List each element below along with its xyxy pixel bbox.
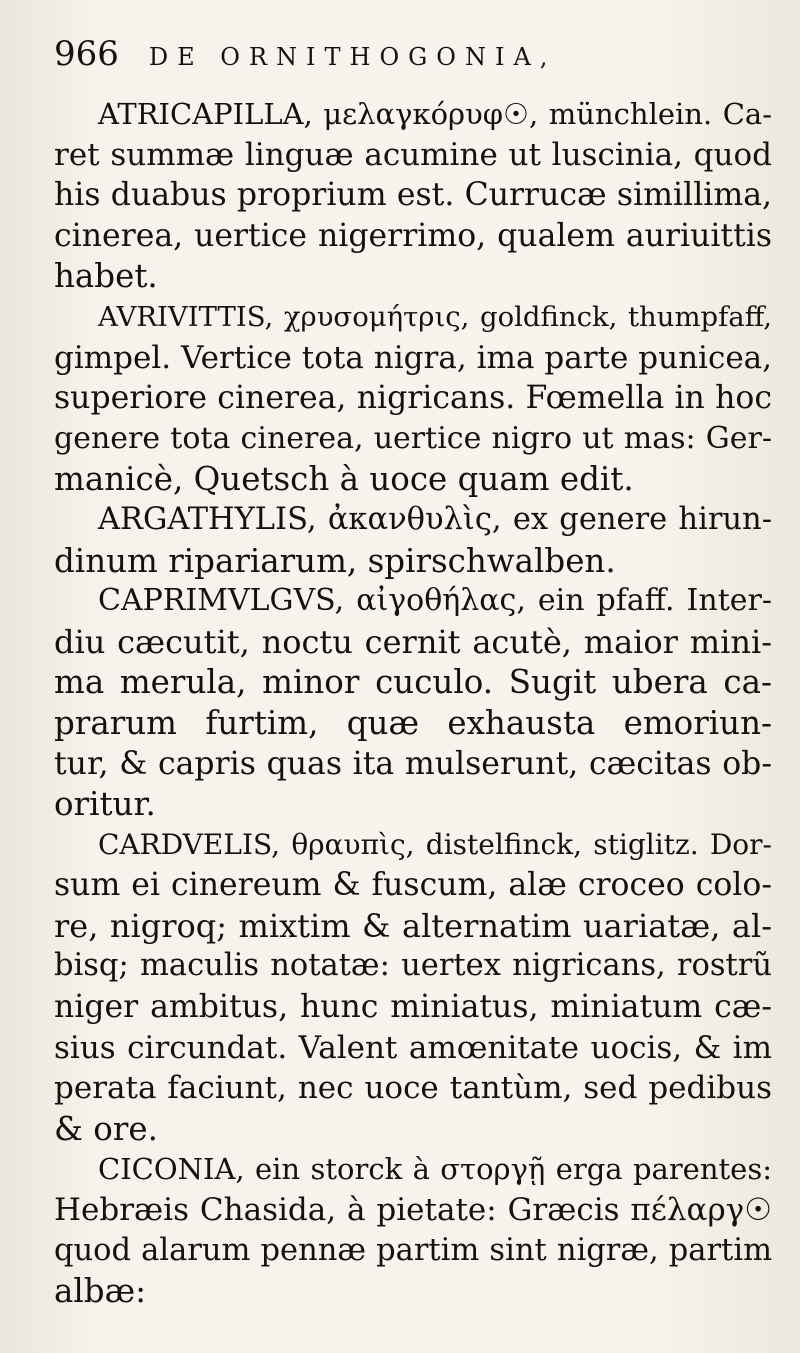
text-line: sum ei cinereum & fuscum, alæ croceo colo- xyxy=(54,867,772,904)
text-line: his duabus proprium est. Currucæ simillima, xyxy=(54,177,772,214)
text-line: Hebræis Chasida, à pietate: Græcis πέλαργ☉ xyxy=(54,1192,772,1229)
text-line: genere tota cinerea, uertice nigro ut mas: Ger- xyxy=(54,420,772,456)
text-line: CARDVELIS, θραυπὶς, distelfinck, stiglitz. Dor- xyxy=(98,827,772,861)
text-line: tur, & capris quas ita mulserunt, cæcitas ob- xyxy=(54,745,772,782)
text-line: ret summæ linguæ acumine ut luscinia, quod xyxy=(54,136,772,173)
text-line: & ore. xyxy=(54,1109,158,1148)
catchword: albæ: xyxy=(54,1272,147,1311)
text-line: AVRIVITTIS, χρυσομήτρις, goldfinck, thumpfaff, xyxy=(98,300,772,333)
text-line: gimpel. Vertice tota nigra, ima parte punicea, xyxy=(54,339,772,376)
text-line: ARGATHYLIS, ἀκανθυλὶς, ex genere hirun- xyxy=(98,501,772,537)
text-line: bisq; maculis notatæ: uertex nigricans, rostrũ xyxy=(54,948,772,984)
entry-auriuittis xyxy=(54,297,772,500)
text-line: superiore cinerea, nigricans. Fœmella in hoc xyxy=(54,380,772,417)
text-line: manicè, Quetsch à uoce quam edit. xyxy=(54,460,634,499)
entry-ciconia xyxy=(54,1149,772,1311)
running-title: DE ORNITHOGONIA, xyxy=(148,43,557,71)
entry-caprimulgus xyxy=(54,581,772,825)
text-line: ATRICAPILLA, μελαγκόρυφ☉, münchlein. Ca- xyxy=(98,97,772,131)
running-head xyxy=(54,34,772,94)
text-line: CAPRIMVLGVS, αἰγοθήλας, ein pfaff. Inter- xyxy=(98,583,772,619)
text-line: CICONIA, ein storck à στοργῇ erga parentes: xyxy=(98,1152,772,1187)
text-line: re, nigroq; mixtim & alternatim uariatæ, al- xyxy=(54,906,772,945)
body-text xyxy=(54,94,772,1312)
text-line: oritur. xyxy=(54,785,156,824)
text-line: ma merula, minor cuculo. Sugit ubera ca- xyxy=(54,663,772,702)
page-number: 966 xyxy=(54,34,119,74)
text-line: habet. xyxy=(54,257,158,296)
entry-argathylis xyxy=(54,500,772,581)
entry-carduelis xyxy=(54,825,772,1150)
text-line: prarum furtim, quæ exhausta emoriun- xyxy=(54,703,772,742)
text-line: dinum ripariarum, spirschwalben. xyxy=(54,541,616,580)
text-line: perata faciunt, nec uoce tantùm, sed pedibus xyxy=(54,1070,772,1107)
text-line: niger ambitus, hunc miniatus, miniatum cæ- xyxy=(54,989,772,1026)
text-line: diu cæcutit, noctu cernit acutè, maior mini- xyxy=(54,622,772,661)
text-line: cinerea, uertice nigerrimo, qualem auriuittis xyxy=(54,217,772,254)
text-line: quod alarum pennæ partim sint nigræ, partim xyxy=(54,1232,772,1268)
entry-atricapilla xyxy=(54,94,772,297)
text-line: sius circundat. Valent amœnitate uocis, & im xyxy=(54,1029,772,1066)
